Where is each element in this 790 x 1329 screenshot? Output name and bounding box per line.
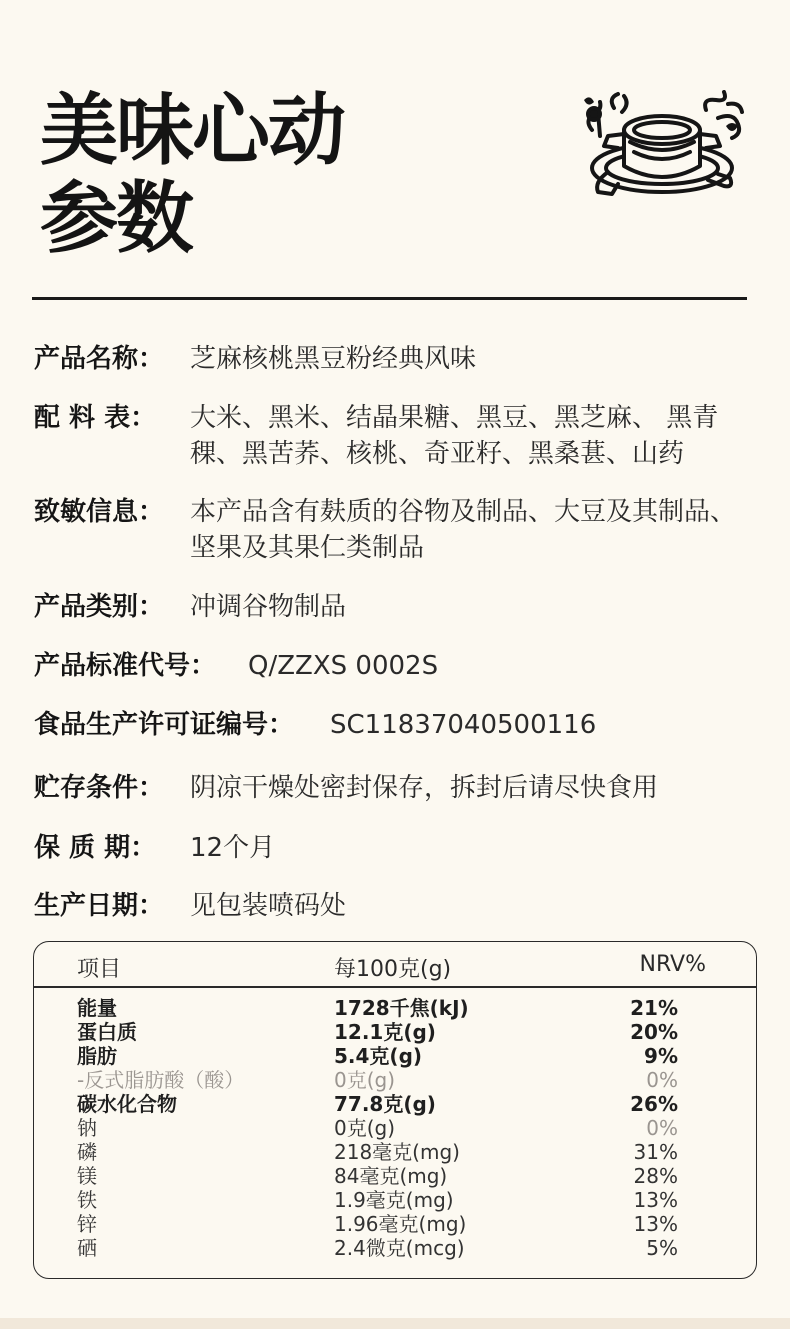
nutrition-table bbox=[33, 941, 757, 1279]
nutrient-amount: 0克(g) bbox=[334, 1116, 396, 1140]
nutrient-name: 硒 bbox=[77, 1236, 97, 1260]
info-row-standard-code bbox=[34, 648, 438, 684]
bottom-strip bbox=[0, 1318, 790, 1329]
nutrient-nrv: 26% bbox=[630, 1092, 678, 1116]
nutrient-name: 碳水化合物 bbox=[77, 1092, 177, 1116]
info-row-allergen bbox=[34, 494, 760, 566]
info-label: 食品生产许可证编号： bbox=[34, 710, 295, 740]
info-value: 本产品含有麸质的谷物及制品、大豆及其制品、坚果及其果仁类制品 bbox=[190, 497, 737, 563]
info-label: 生产日期： bbox=[34, 891, 165, 921]
nutrient-name: 蛋白质 bbox=[77, 1020, 137, 1044]
title-line-1: 美味心动 bbox=[40, 86, 345, 176]
info-value: 芝麻核桃黑豆粉经典风味 bbox=[190, 344, 477, 374]
info-value: 见包装喷码处 bbox=[190, 891, 347, 921]
nutrient-amount: 84毫克(mg) bbox=[334, 1164, 448, 1188]
info-value: 阴凉干燥处密封保存，拆封后请尽快食用 bbox=[190, 773, 659, 803]
nutrient-amount: 5.4克(g) bbox=[334, 1044, 423, 1068]
header-item: 项目 bbox=[77, 957, 122, 982]
header-per100: 每100克(g) bbox=[334, 957, 452, 982]
info-row-shelf-life bbox=[34, 830, 275, 866]
info-row-license bbox=[34, 707, 596, 743]
nutrient-nrv: 31% bbox=[633, 1140, 678, 1164]
nutrient-name: 钠 bbox=[77, 1116, 97, 1140]
nutrient-name: 磷 bbox=[77, 1140, 97, 1164]
info-label: 产品标准代号： bbox=[34, 651, 217, 681]
nutrient-amount: 218毫克(mg) bbox=[334, 1140, 460, 1164]
info-value: Q/ZZXS 0002S bbox=[248, 651, 439, 681]
info-row-ingredients bbox=[34, 400, 750, 472]
nutrient-nrv: 0% bbox=[646, 1068, 678, 1092]
nutrient-amount: 1.9毫克(mg) bbox=[334, 1188, 454, 1212]
nutrient-name: 脂肪 bbox=[77, 1044, 117, 1068]
info-value: SC11837040500116 bbox=[330, 710, 597, 740]
info-value: 冲调谷物制品 bbox=[190, 592, 347, 622]
title-line-2: 参数 bbox=[40, 174, 193, 264]
nutrient-nrv: 20% bbox=[630, 1020, 678, 1044]
header-nrv: NRV% bbox=[639, 952, 706, 977]
nutrient-name: 锌 bbox=[77, 1212, 97, 1236]
info-value: 12个月 bbox=[190, 833, 276, 863]
nutrient-nrv: 9% bbox=[644, 1044, 678, 1068]
nutrient-nrv: 28% bbox=[633, 1164, 678, 1188]
info-row-product-name bbox=[34, 341, 476, 377]
header-divider bbox=[32, 297, 747, 300]
nutrient-nrv: 5% bbox=[646, 1236, 678, 1260]
nutrient-nrv: 0% bbox=[646, 1116, 678, 1140]
info-label: 致敏信息： bbox=[34, 497, 165, 527]
nutrient-amount: 77.8克(g) bbox=[334, 1092, 436, 1116]
header-separator bbox=[34, 986, 756, 988]
info-label: 贮存条件： bbox=[34, 773, 165, 803]
info-label: 配 料 表： bbox=[34, 403, 157, 433]
cooking-pot-icon bbox=[578, 90, 750, 206]
nutrient-amount: 1.96毫克(mg) bbox=[334, 1212, 467, 1236]
nutrient-amount: 12.1克(g) bbox=[334, 1020, 436, 1044]
nutrient-nrv: 21% bbox=[630, 996, 678, 1020]
info-row-category bbox=[34, 589, 346, 625]
nutrient-amount: 0克(g) bbox=[334, 1068, 396, 1092]
info-label: 保 质 期： bbox=[34, 833, 157, 863]
info-row-production-date bbox=[34, 888, 346, 924]
nutrient-name: 镁 bbox=[77, 1164, 97, 1188]
nutrient-name: 铁 bbox=[77, 1188, 97, 1212]
info-value: 大米、黑米、结晶果糖、黑豆、黑芝麻、 黑青稞、黑苦荞、核桃、奇亚籽、黑桑葚、山药 bbox=[190, 403, 719, 469]
nutrient-name: -反式脂肪酸（酸） bbox=[77, 1068, 245, 1092]
info-label: 产品名称： bbox=[34, 344, 165, 374]
info-row-storage bbox=[34, 770, 658, 806]
nutrient-nrv: 13% bbox=[633, 1188, 678, 1212]
nutrient-nrv: 13% bbox=[633, 1212, 678, 1236]
nutrient-name: 能量 bbox=[77, 996, 117, 1020]
nutrient-amount: 1728千焦(kJ) bbox=[334, 996, 469, 1020]
nutrient-amount: 2.4微克(mcg) bbox=[334, 1236, 465, 1260]
info-label: 产品类别： bbox=[34, 592, 165, 622]
